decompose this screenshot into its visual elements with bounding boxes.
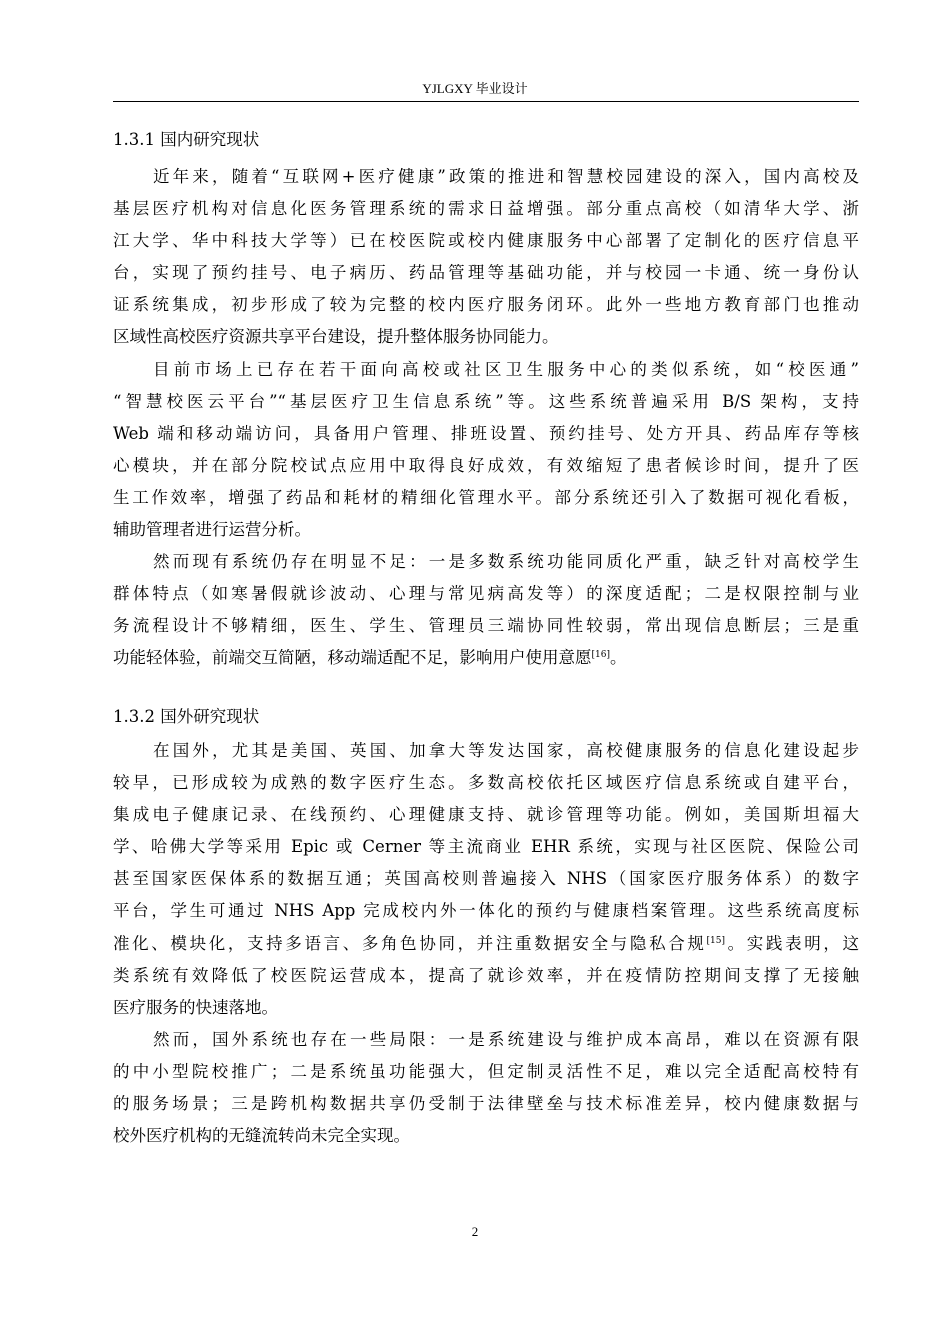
text-line: 较早，已形成较为成熟的数字医疗生态。多数高校依托区域医疗信息系统或自建平台， (113, 773, 859, 793)
text-line: 医疗服务的快速落地。 (113, 997, 278, 1017)
text-line: 平台，学生可通过 NHS App 完成校内外一体化的预约与健康档案管理。这些系统高度标 (113, 901, 859, 921)
text-line: 基层医疗机构对信息化医务管理系统的需求日益增强。部分重点高校（如清华大学、浙 (113, 199, 859, 219)
text-line: 生工作效率，增强了药品和耗材的精细化管理水平。部分系统还引入了数据可视化看板， (113, 488, 859, 508)
text-fragment: 。 (609, 648, 627, 668)
text-line: 校外医疗机构的无缝流转尚未完全实现。 (113, 1126, 410, 1146)
text-line: 类系统有效降低了校医院运营成本，提高了就诊效率，并在疫情防控期间支撑了无接触 (113, 965, 859, 985)
text-fragment: 。实践表明，这 (724, 933, 860, 953)
header-title: YJLGXY 毕业设计 (422, 81, 528, 96)
paragraph-domestic-3 (113, 546, 859, 674)
text-line: 心模块，并在部分院校试点应用中取得良好成效，有效缩短了患者候诊时间，提升了医 (113, 456, 859, 476)
text-line: 目前市场上已存在若干面向高校或社区卫生服务中心的类似系统，如“校医通” (153, 360, 859, 379)
text-line (113, 928, 859, 960)
text-line: 台，实现了预约挂号、电子病历、药品管理等基础功能，并与校园一卡通、统一身份认 (113, 263, 859, 283)
text-line: 证系统集成，初步形成了较为完整的校内医疗服务闭环。此外一些地方教育部门也推动 (113, 295, 859, 315)
text-line: Web 端和移动端访问，具备用户管理、排班设置、预约挂号、处方开具、药品库存等核 (113, 424, 859, 444)
text-line: 学、哈佛大学等采用 Epic 或 Cerner 等主流商业 EHR 系统，实现与社区医院、保险公司 (113, 837, 859, 857)
text-line: 务流程设计不够精细，医生、学生、管理员三端协同性较弱，常出现信息断层；三是重 (113, 616, 859, 636)
text-line: 近年来，随着“互联网+医疗健康”政策的推进和智慧校园建设的深入，国内高校及 (153, 167, 859, 186)
text-line: 区域性高校医疗资源共享平台建设，提升整体服务协同能力。 (113, 327, 559, 347)
text-line: 辅助管理者进行运营分析。 (113, 520, 311, 540)
paragraph-international-2 (113, 1024, 859, 1152)
text-line: 然而，国外系统也存在一些局限：一是系统建设与维护成本高昂，难以在资源有限 (153, 1030, 859, 1049)
paragraph-domestic-1 (113, 161, 859, 354)
paragraph-international-1 (113, 735, 859, 1024)
text-line: 甚至国家医保体系的数据互通；英国高校则普遍接入 NHS（国家医疗服务体系）的数字 (113, 869, 859, 889)
text-line: “智慧校医云平台”“基层医疗卫生信息系统”等。这些系统普遍采用 B/S 架构，支持 (113, 392, 859, 412)
text-line: 群体特点（如寒暑假就诊波动、心理与常见病高发等）的深度适配；二是权限控制与业 (113, 584, 859, 604)
page-number: 2 (471, 1224, 479, 1239)
text-line: 江大学、华中科技大学等）已在校医院或校内健康服务中心部署了定制化的医疗信息平 (113, 231, 859, 251)
paragraph-domestic-2 (113, 354, 859, 547)
text-fragment: 准化、模块化，支持多语言、多角色协同，并注重数据安全与隐私合规 (113, 933, 707, 953)
citation-ref: [15] (706, 935, 725, 946)
text-line (113, 642, 859, 674)
text-line: 的服务场景；三是跨机构数据共享仍受制于法律壁垒与技术标准差异，校内健康数据与 (113, 1094, 859, 1114)
text-fragment: 功能轻体验，前端交互简陋，移动端适配不足，影响用户使用意愿 (113, 648, 592, 668)
citation-ref: [16] (591, 650, 610, 661)
section-heading-international: 1.3.2 国外研究现状 (113, 707, 260, 726)
text-line: 的中小型院校推广；二是系统虽功能强大，但定制灵活性不足，难以完全适配高校特有 (113, 1062, 859, 1082)
text-line: 集成电子健康记录、在线预约、心理健康支持、就诊管理等功能。例如，美国斯坦福大 (113, 805, 859, 825)
header-divider (113, 101, 859, 102)
text-line: 然而现有系统仍存在明显不足：一是多数系统功能同质化严重，缺乏针对高校学生 (153, 552, 859, 571)
text-line: 在国外，尤其是美国、英国、加拿大等发达国家，高校健康服务的信息化建设起步 (153, 741, 859, 760)
section-heading-domestic: 1.3.1 国内研究现状 (113, 130, 260, 149)
